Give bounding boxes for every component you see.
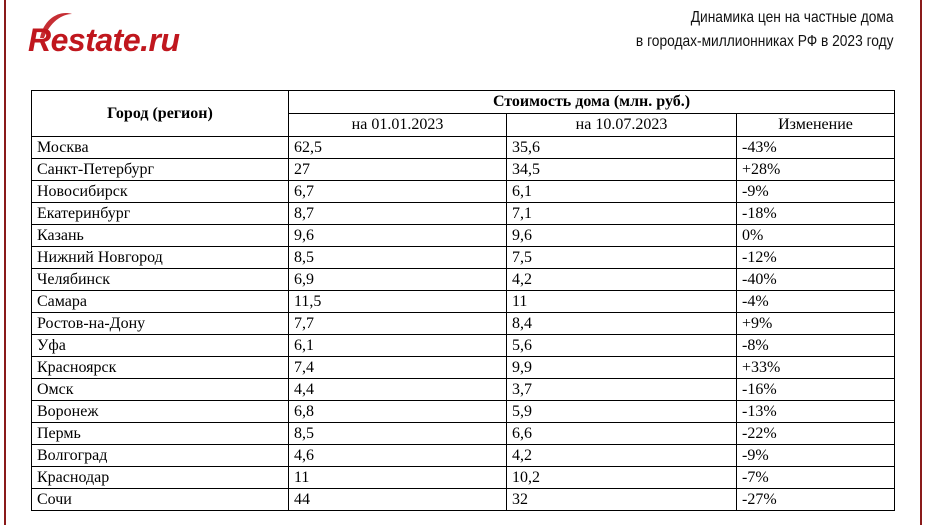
cell-city: Нижний Новгород: [32, 247, 289, 269]
cell-city: Москва: [32, 137, 289, 159]
subheader-end: на 10.07.2023: [507, 114, 737, 137]
cell-price-start: 7,7: [289, 313, 507, 335]
cell-city: Челябинск: [32, 269, 289, 291]
cell-price-end: 7,5: [507, 247, 737, 269]
cell-price-start: 62,5: [289, 137, 507, 159]
cell-change: -13%: [737, 401, 895, 423]
cell-price-start: 6,9: [289, 269, 507, 291]
logo-text: Restate.ru: [28, 22, 180, 58]
table-row: [32, 225, 895, 247]
cell-change: -27%: [737, 489, 895, 511]
cell-price-end: 32: [507, 489, 737, 511]
cell-price-start: 11,5: [289, 291, 507, 313]
table-row: [32, 291, 895, 313]
cell-change: -9%: [737, 445, 895, 467]
cell-city: Новосибирск: [32, 181, 289, 203]
cell-price-end: 11: [507, 291, 737, 313]
cell-price-end: 6,6: [507, 423, 737, 445]
cell-change: -12%: [737, 247, 895, 269]
cell-change: +33%: [737, 357, 895, 379]
table-row: [32, 489, 895, 511]
cell-change: -22%: [737, 423, 895, 445]
cell-price-end: 5,9: [507, 401, 737, 423]
table-row: [32, 247, 895, 269]
header-city: Город (регион): [32, 91, 289, 137]
cell-city: Воронеж: [32, 401, 289, 423]
cell-price-start: 6,1: [289, 335, 507, 357]
table-row: [32, 379, 895, 401]
cell-price-start: 44: [289, 489, 507, 511]
cell-price-start: 7,4: [289, 357, 507, 379]
cell-price-start: 8,5: [289, 423, 507, 445]
cell-price-end: 34,5: [507, 159, 737, 181]
cell-change: -40%: [737, 269, 895, 291]
cell-city: Сочи: [32, 489, 289, 511]
cell-price-end: 8,4: [507, 313, 737, 335]
cell-city: Уфа: [32, 335, 289, 357]
cell-price-end: 7,1: [507, 203, 737, 225]
cell-price-start: 8,5: [289, 247, 507, 269]
subheader-change: Изменение: [737, 114, 895, 137]
cell-price-end: 10,2: [507, 467, 737, 489]
cell-city: Красноярск: [32, 357, 289, 379]
cell-city: Екатеринбург: [32, 203, 289, 225]
cell-price-end: 4,2: [507, 445, 737, 467]
cell-price-end: 5,6: [507, 335, 737, 357]
cell-price-end: 9,6: [507, 225, 737, 247]
table-row: [32, 335, 895, 357]
cell-city: Казань: [32, 225, 289, 247]
cell-price-start: 6,8: [289, 401, 507, 423]
cell-price-start: 6,7: [289, 181, 507, 203]
cell-change: 0%: [737, 225, 895, 247]
cell-change: -8%: [737, 335, 895, 357]
table-row: [32, 423, 895, 445]
cell-price-start: 4,4: [289, 379, 507, 401]
table-row: [32, 269, 895, 291]
cell-change: -43%: [737, 137, 895, 159]
cell-city: Ростов-на-Дону: [32, 313, 289, 335]
cell-price-end: 4,2: [507, 269, 737, 291]
table-row: [32, 159, 895, 181]
table-row: [32, 445, 895, 467]
site-logo[interactable]: [28, 8, 180, 56]
price-table: [31, 90, 895, 511]
cell-change: +28%: [737, 159, 895, 181]
cell-city: Краснодар: [32, 467, 289, 489]
cell-price-start: 8,7: [289, 203, 507, 225]
cell-change: -4%: [737, 291, 895, 313]
table-row: [32, 203, 895, 225]
cell-change: -16%: [737, 379, 895, 401]
title-line-1: Динамика цен на частные дома: [691, 9, 894, 26]
table-row: [32, 181, 895, 203]
cell-price-end: 9,9: [507, 357, 737, 379]
cell-change: +9%: [737, 313, 895, 335]
cell-price-start: 11: [289, 467, 507, 489]
title-line-2: в городах-миллионниках РФ в 2023 году: [636, 33, 894, 50]
cell-price-end: 3,7: [507, 379, 737, 401]
cell-price-start: 4,6: [289, 445, 507, 467]
cell-price-end: 6,1: [507, 181, 737, 203]
page-title: [636, 6, 894, 54]
table-row: [32, 313, 895, 335]
cell-city: Омск: [32, 379, 289, 401]
subheader-start: на 01.01.2023: [289, 114, 507, 137]
table-row: [32, 137, 895, 159]
cell-city: Санкт-Петербург: [32, 159, 289, 181]
table-row: [32, 467, 895, 489]
table-row: [32, 357, 895, 379]
cell-change: -18%: [737, 203, 895, 225]
cell-city: Самара: [32, 291, 289, 313]
cell-change: -9%: [737, 181, 895, 203]
cell-price-start: 9,6: [289, 225, 507, 247]
cell-change: -7%: [737, 467, 895, 489]
cell-city: Пермь: [32, 423, 289, 445]
table-row: [32, 401, 895, 423]
cell-price-start: 27: [289, 159, 507, 181]
cell-city: Волгоград: [32, 445, 289, 467]
cell-price-end: 35,6: [507, 137, 737, 159]
header-cost: Стоимость дома (млн. руб.): [289, 91, 895, 114]
